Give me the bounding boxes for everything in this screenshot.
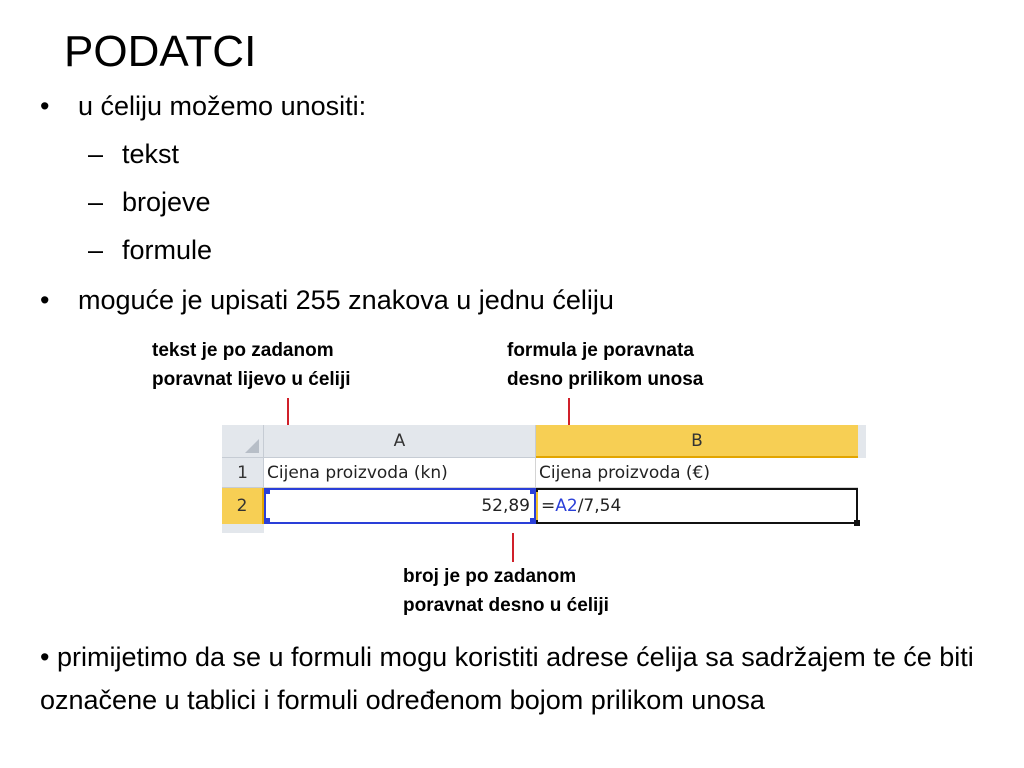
bullet-text: moguće je upisati 255 znakova u jednu ćeliju: [78, 285, 614, 315]
bullet-marker: •: [40, 91, 50, 121]
annotation-line: formula je poravnata: [507, 340, 694, 361]
subitem-marker: –: [88, 187, 104, 217]
annotation-line: tekst je po zadanom: [152, 340, 334, 361]
annotation-line: desno prilikom unosa: [507, 369, 704, 390]
row-header-2[interactable]: 2: [222, 488, 264, 524]
row-header-3-partial: [222, 524, 264, 533]
column-header-a[interactable]: A: [264, 425, 536, 458]
reference-handle-top-right[interactable]: [530, 488, 536, 494]
annotation-formula-alignment: [507, 336, 703, 394]
select-all-corner[interactable]: [222, 425, 264, 458]
reference-handle-top-left[interactable]: [264, 488, 270, 494]
reference-handle-bottom-left[interactable]: [264, 518, 270, 524]
subitem-marker: –: [88, 235, 104, 265]
cell-b1[interactable]: Cijena proizvoda (€): [536, 458, 858, 488]
formula-cell-reference: A2: [555, 496, 578, 516]
cell-a2-referenced[interactable]: 52,89: [264, 488, 536, 524]
spreadsheet-excerpt: [222, 425, 866, 533]
cell-a1[interactable]: Cijena proizvoda (kn): [264, 458, 536, 488]
row-header-1[interactable]: 1: [222, 458, 264, 488]
subitem-label: brojeve: [122, 187, 211, 217]
reference-handle-bottom-right[interactable]: [530, 518, 536, 524]
slide-title: PODATCI: [64, 27, 257, 76]
subitem-label: formule: [122, 235, 213, 265]
cell-b2-active-formula[interactable]: [536, 488, 858, 524]
annotation-line: poravnat lijevo u ćeliji: [152, 369, 351, 390]
annotation-text-alignment: [152, 336, 351, 394]
formula-rest: /7,54: [577, 496, 622, 516]
column-header-edge: [858, 425, 866, 458]
annotation-line: poravnat desno u ćeliji: [403, 595, 609, 616]
edit-cursor: [536, 492, 538, 520]
subitem-label: tekst: [122, 139, 180, 169]
corner-triangle-icon: [245, 439, 259, 453]
column-header-b[interactable]: B: [536, 425, 858, 458]
formula-equals: =: [541, 496, 556, 516]
subitem-marker: –: [88, 139, 104, 169]
annotation-line: broj je po zadanom: [403, 566, 577, 587]
footer-paragraph: • primijetimo da se u formuli mogu koristiti adrese ćelija sa sadržajem te će biti označene u tablici i formuli određenom bojom prilikom unosa: [40, 642, 974, 715]
bullet-marker: •: [40, 285, 50, 315]
annotation-number-alignment: [403, 562, 609, 620]
bullet-text: u ćeliju možemo unositi:: [78, 91, 367, 121]
fill-handle[interactable]: [854, 520, 860, 526]
